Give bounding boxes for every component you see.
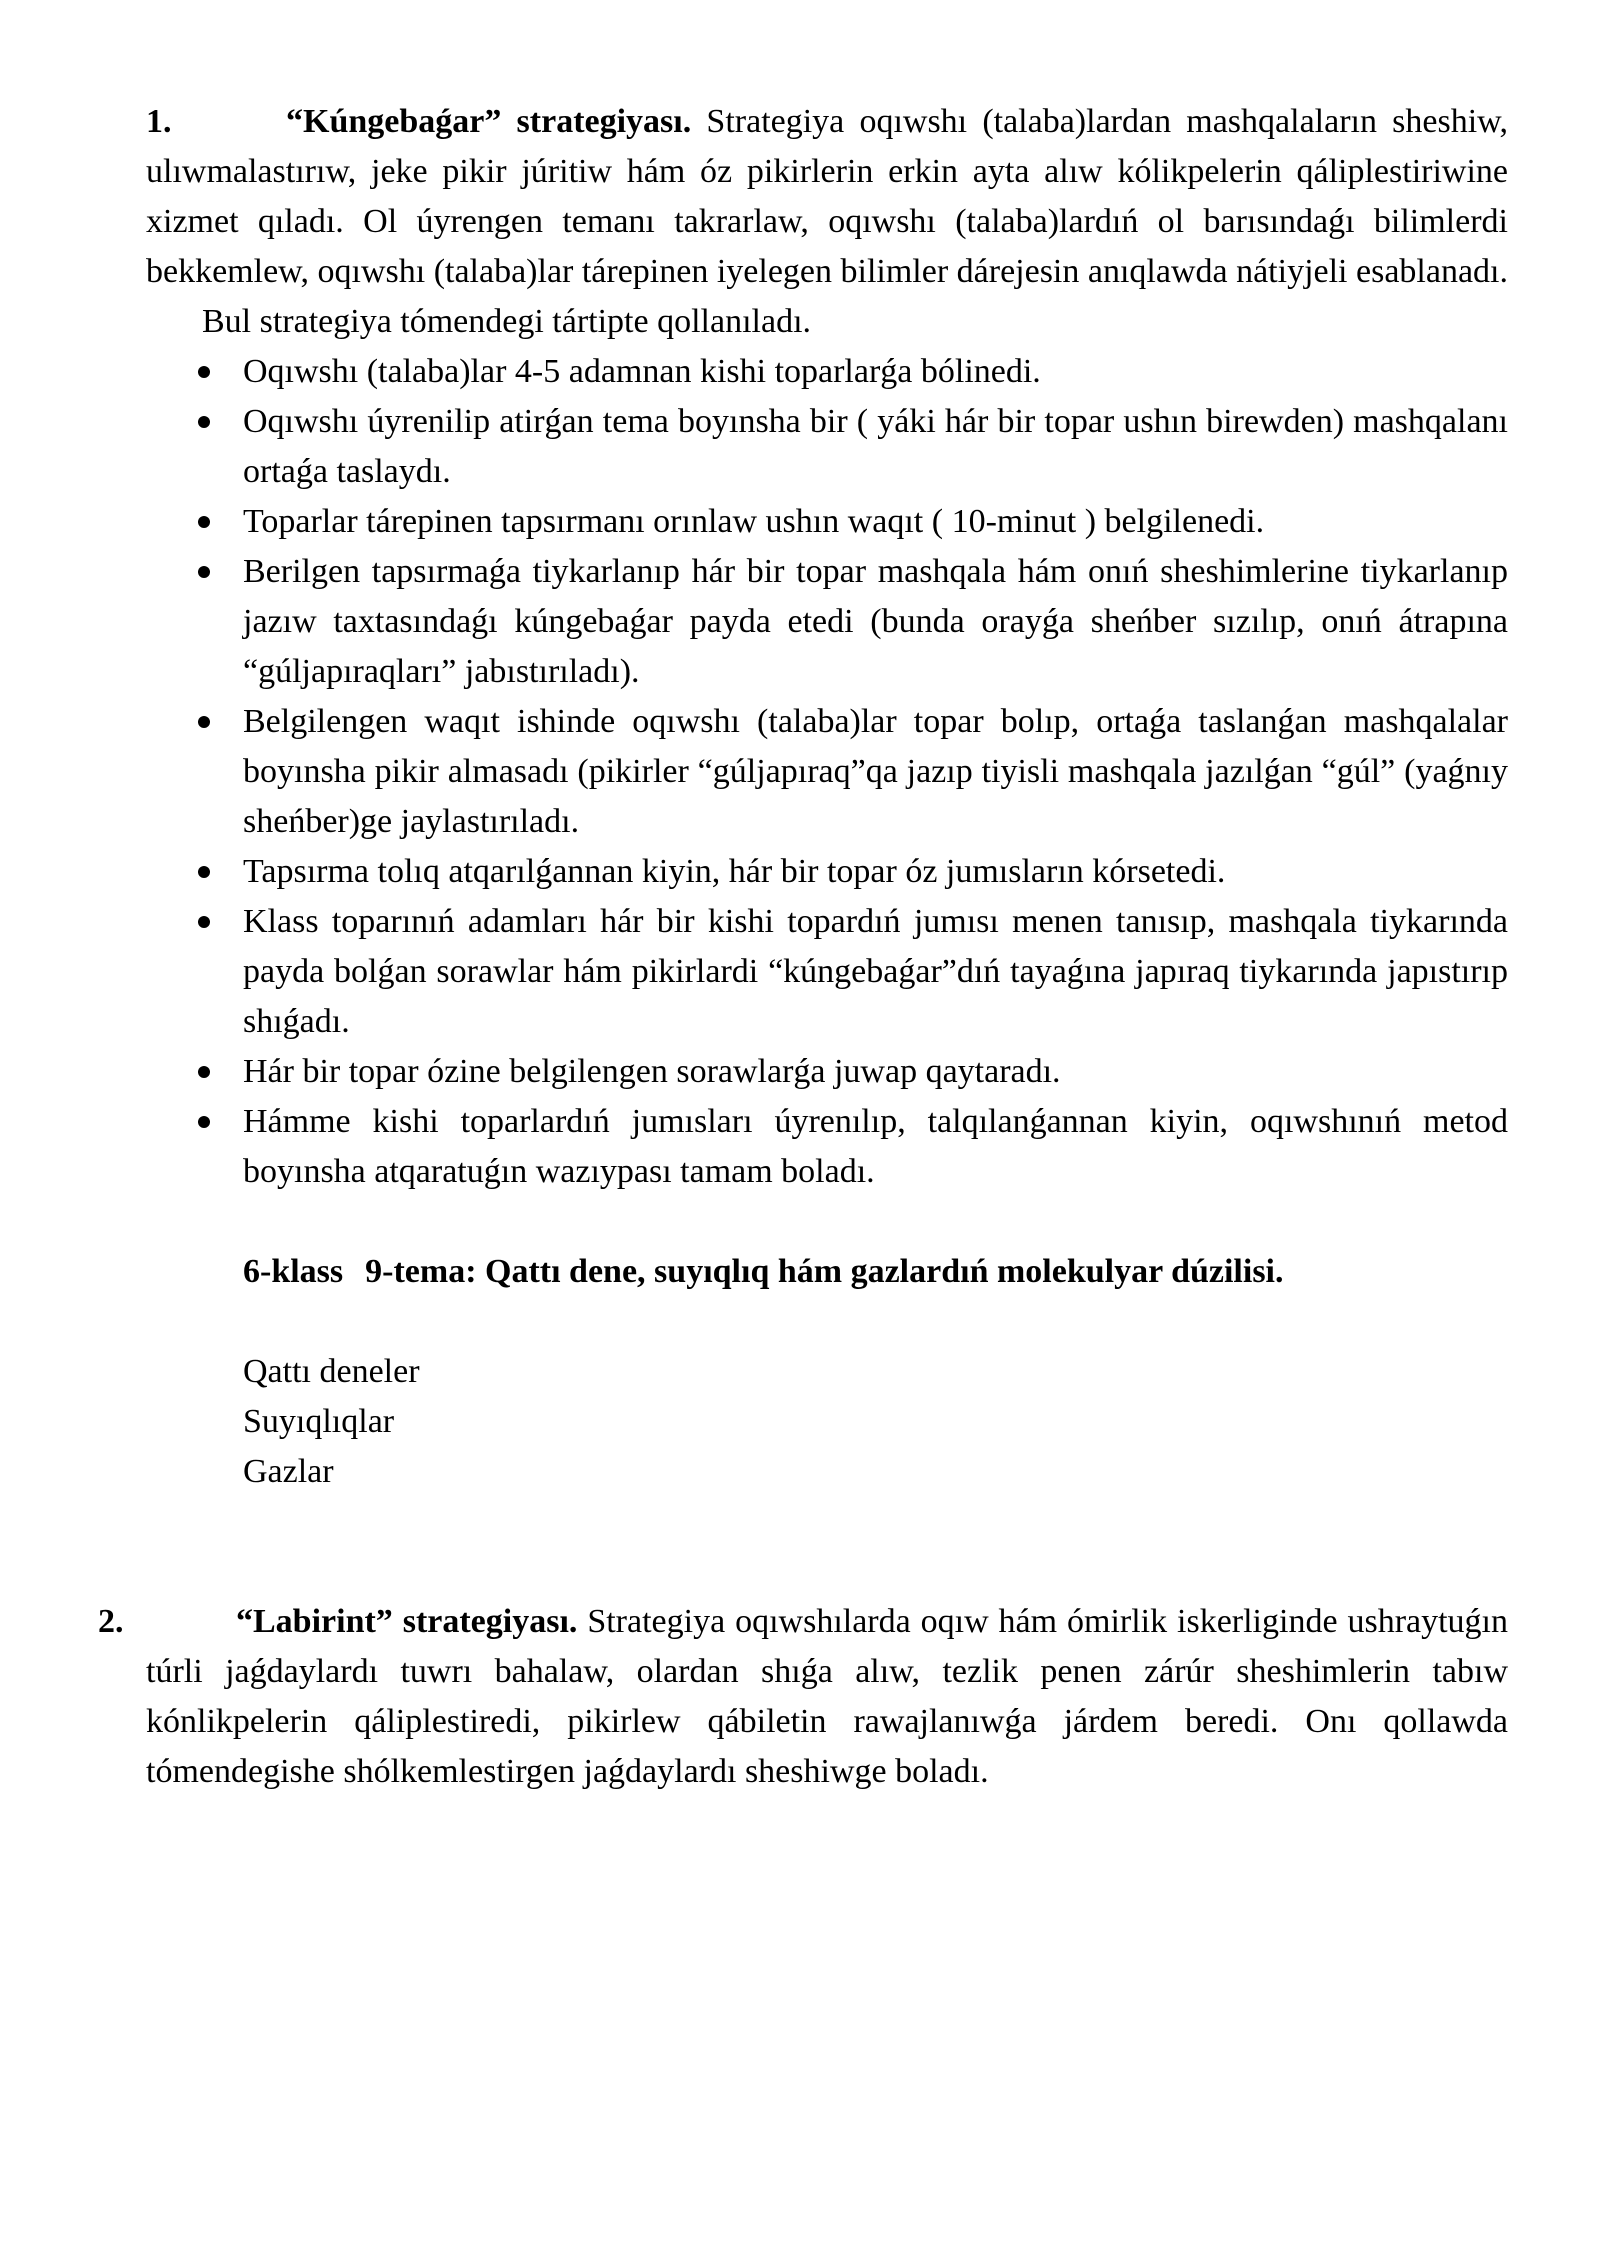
list-item <box>146 697 1508 847</box>
list-item-text: Belgilengen waqıt ishinde oqıwshı (talaba)lar topar bolıp, ortaǵa taslanǵan mashqalalar boyınsha pikir almasadı (pikirler “gúljapıraq”qa jazıp tiyisli mashqala jazılǵan “gúl” (yaǵnıy sheńber)ge jaylastırıladı. <box>243 703 1508 840</box>
list-item <box>146 397 1508 497</box>
list-item-text: Oqıwshı (talaba)lar 4-5 adamnan kishi toparlarǵa bólinedi. <box>243 353 1041 390</box>
list-item <box>146 1047 1508 1097</box>
list-item <box>146 347 1508 397</box>
topic-class: 6-klass <box>243 1253 344 1290</box>
section-2-number: 2. <box>98 1603 124 1640</box>
section-1-lead: Bul strategiya tómendegi tártipte qollanıladı. <box>202 303 812 340</box>
bullet-icon <box>198 1116 210 1128</box>
topic-title: 9-tema: Qattı dene, suyıqlıq hám gazlardıń molekulyar dúzilisi. <box>365 1253 1284 1290</box>
list-item <box>146 1097 1508 1197</box>
list-item-text: Hámme kishi toparlardıń jumısları úyrenılıp, talqılanǵannan kiyin, oqıwshınıń metod boyınsha atqaratuǵın wazıypası tamam boladı. <box>243 1103 1508 1190</box>
section-1-number: 1. <box>146 103 172 140</box>
topic-heading <box>146 1247 1508 1297</box>
section-1-title: “Kúngebaǵar” strategiyası. <box>286 103 692 140</box>
section-2-body: Strategiya oqıwshılarda oqıw hám ómirlik iskerliginde ushraytuǵın túrli jaǵdaylardı tuwrı bahalaw, olardan shıǵa alıw, tezlik penen zárúr sheshimlerin tabıw kónlikpelerin qáliplestiredi, pikirlew qábiletin rawajlanıwǵa járdem beredi. Onı qollawda tómendegishe shólkemlestirgen jaǵdaylardı sheshiwge boladı. <box>146 1603 1508 1790</box>
bullet-icon <box>198 866 210 878</box>
bullet-icon <box>198 416 210 428</box>
bullet-icon <box>198 366 210 378</box>
state-item: Qattı deneler <box>243 1353 420 1390</box>
list-item-text: Hár bir topar ózine belgilengen sorawlarǵa juwap qaytaradı. <box>243 1053 1061 1090</box>
bullet-icon <box>198 516 210 528</box>
state-item: Gazlar <box>243 1453 334 1490</box>
section-1-intro: Strategiya oqıwshı (talaba)lardan mashqalaların sheshiw, ulıwmalastırıw, jeke pikir júritiw hám óz pikirlerin erkin ayta alıw kólikpelerin qáliplestiriwine xizmet qıladı. Ol úyrengen temanı takrarlaw, oqıwshı (talaba)lardıń ol barısındaǵı bilimlerdi bekkemlew, oqıwshı (talaba)lar tárepinen iyelegen bilimler dárejesin anıqlawda nátiyjeli esablanadı. <box>146 103 1508 290</box>
list-item-text: Oqıwshı úyrenilip atirǵan tema boyınsha bir ( yáki hár bir topar ushın birewden) mashqalanı ortaǵa taslaydı. <box>243 403 1508 490</box>
list-item-text: Toparlar tárepinen tapsırmanı orınlaw ushın waqıt ( 10-minut ) belgilenedi. <box>243 503 1265 540</box>
section-labirint <box>98 1597 1508 1797</box>
bullet-icon <box>198 566 210 578</box>
section-kungebagar <box>146 97 1508 1497</box>
list-item <box>146 547 1508 697</box>
states-list <box>146 1347 1508 1497</box>
list-item-text: Klass toparınıń adamları hár bir kishi topardıń jumısı menen tanısıp, mashqala tiykarında payda bolǵan sorawlar hám pikirlardi “kúngebaǵar”dıń tayaǵına japıraq tiykarında japıstırıp shıǵadı. <box>243 903 1508 1040</box>
list-item-text: Tapsırma tolıq atqarılǵannan kiyin, hár bir topar óz jumısların kórsetedi. <box>243 853 1226 890</box>
section-2-title: “Labirint” strategiyası. <box>236 1603 578 1640</box>
bullet-icon <box>198 1066 210 1078</box>
steps-list <box>146 347 1508 1197</box>
bullet-icon <box>198 916 210 928</box>
section-1-paragraph <box>146 97 1508 297</box>
list-item-text: Berilgen tapsırmaǵa tiykarlanıp hár bir topar mashqala hám onıń sheshimlerine tiykarlanıp jazıw taxtasındaǵı kúngebaǵar payda etedi (bunda orayǵa sheńber sızılıp, onıń átrapına “gúljapıraqları” jabıstırıladı). <box>243 553 1508 690</box>
state-item: Suyıqlıqlar <box>243 1403 395 1440</box>
list-item <box>146 897 1508 1047</box>
bullet-icon <box>198 716 210 728</box>
list-item <box>146 847 1508 897</box>
list-item <box>146 497 1508 547</box>
